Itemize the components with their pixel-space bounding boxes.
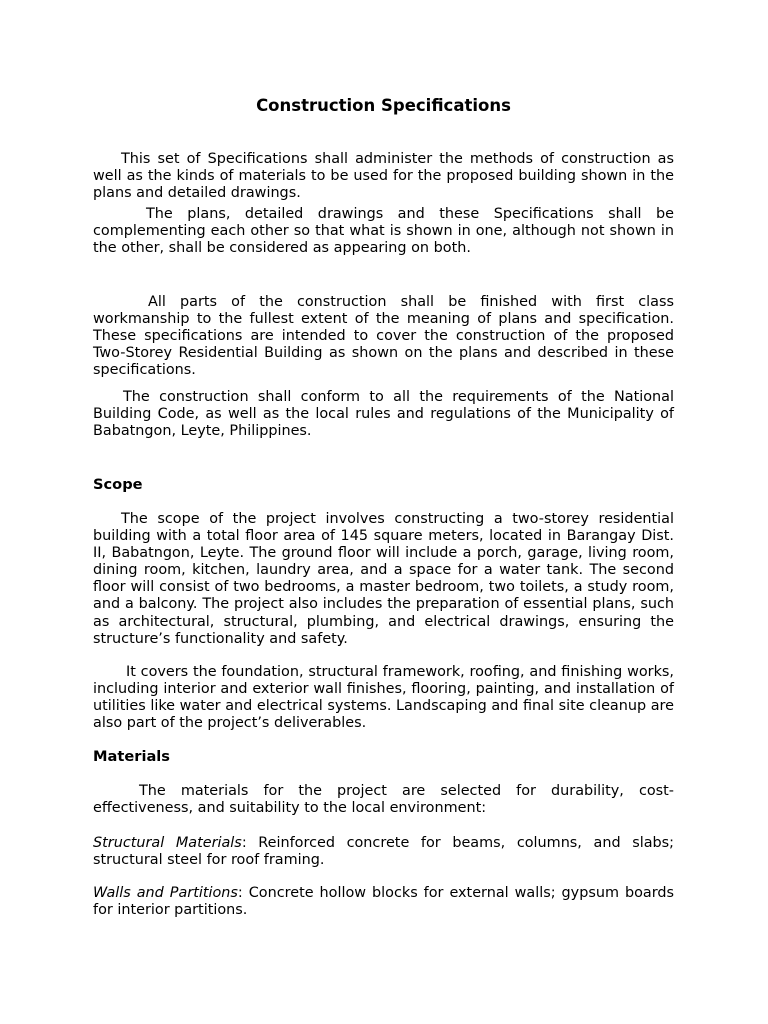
document-title: Construction Specifications <box>256 96 511 115</box>
scope-heading: Scope <box>93 476 143 493</box>
intro-paragraph-3: All parts of the construction shall be finished with first class workmanship to the fullest extent of the meaning of plans and specification. These specifications are intended to cover the construction of the proposed Two-Storey Residential Building as shown on the plans and described in these specifications. <box>93 294 674 379</box>
intro-paragraph-1: This set of Specifications shall administer the methods of construction as well as the kinds of materials to be used for the proposed building shown in the plans and detailed drawings. <box>93 151 674 202</box>
intro-paragraph-4: The construction shall conform to all the requirements of the National Building Code, as well as the local rules and regulations of the Municipality of Babatngon, Leyte, Philippines. <box>93 389 674 440</box>
materials-heading: Materials <box>93 748 170 765</box>
materials-item-walls <box>93 885 674 919</box>
materials-item-label: Walls and Partitions <box>93 885 238 901</box>
scope-paragraph-2: It covers the foundation, structural framework, roofing, and finishing works, including interior and exterior wall finishes, flooring, painting, and installation of utilities like water and electrical systems. Landscaping and final site cleanup are also part of the project’s deliverables. <box>93 664 674 732</box>
intro-paragraph-2: The plans, detailed drawings and these Specifications shall be complementing each other so that what is shown in one, although not shown in the other, shall be considered as appearing on both. <box>93 206 674 257</box>
materials-item-text: : Reinforced concrete for beams, columns, and slabs; structural steel for roof framing. <box>93 835 674 869</box>
materials-item-label: Structural Materials <box>93 835 242 851</box>
materials-intro-paragraph: The materials for the project are selected for durability, cost-effectiveness, and suitability to the local environment: <box>93 783 674 817</box>
scope-paragraph-1: The scope of the project involves constructing a two-storey residential building with a total floor area of 145 square meters, located in Barangay Dist. II, Babatngon, Leyte. The ground floor will include a porch, garage, living room, dining room, kitchen, laundry area, and a space for a water tank. The second floor will consist of two bedrooms, a master bedroom, two toilets, a study room, and a balcony. The project also includes the preparation of essential plans, such as architectural, structural, plumbing, and electrical drawings, ensuring the structure’s functionality and safety. <box>93 511 674 647</box>
materials-item-text: : Concrete hollow blocks for external walls; gypsum boards for interior partitions. <box>93 885 674 919</box>
materials-item-structural <box>93 835 674 869</box>
